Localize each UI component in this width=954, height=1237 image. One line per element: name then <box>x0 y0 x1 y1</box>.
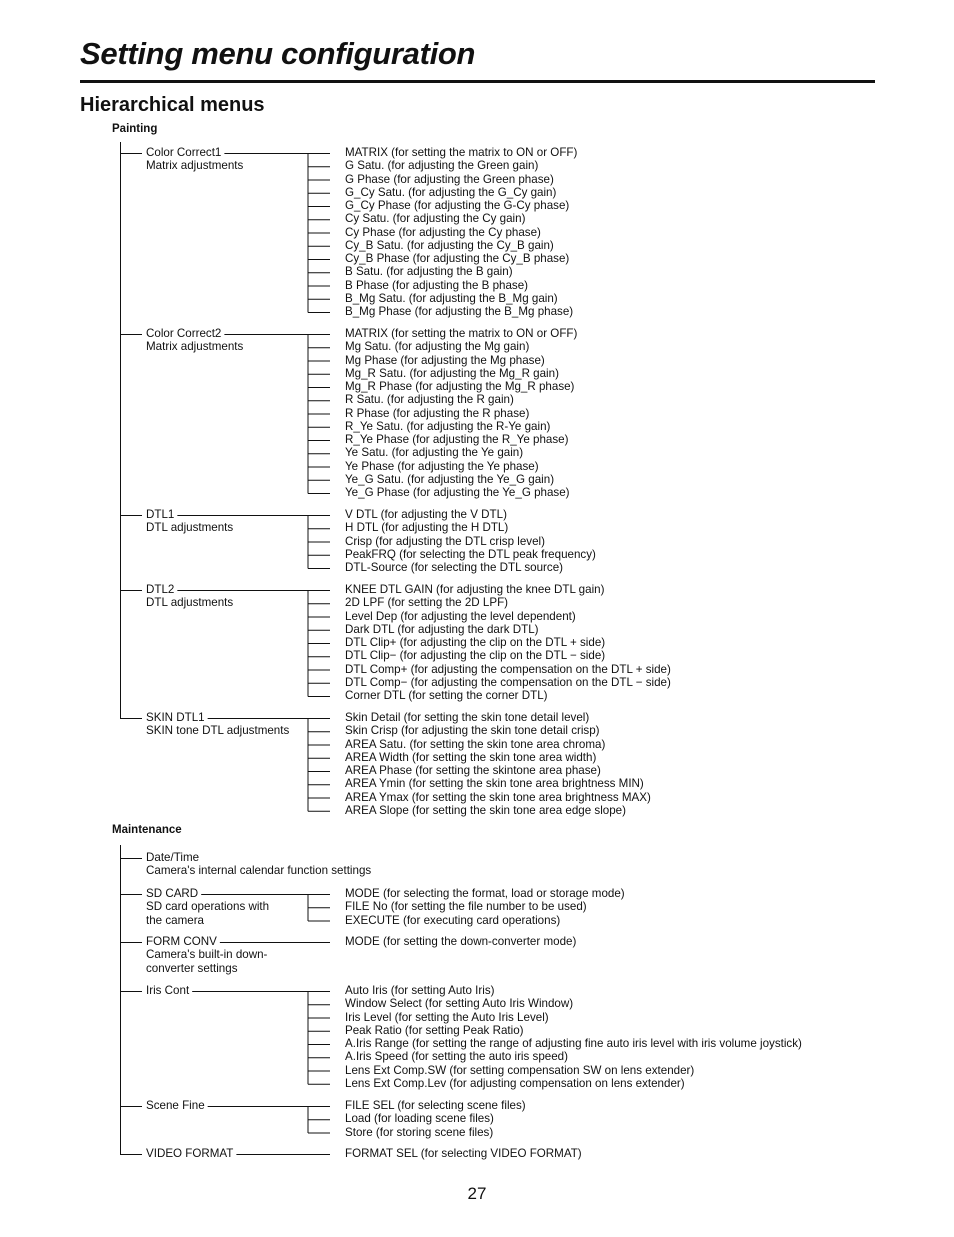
menu-node-label: FORM CONV <box>146 935 217 948</box>
menu-node-label: VIDEO FORMAT <box>146 1147 234 1160</box>
menu-node-label: Date/Time <box>146 851 200 864</box>
menu-node-description: DTL adjustments <box>146 596 234 610</box>
menu-node-description: SKIN tone DTL adjustments <box>146 724 290 738</box>
submenu-item: Cy Phase (for adjusting the Cy phase) <box>345 225 541 239</box>
submenu-item: Auto Iris (for setting Auto Iris) <box>345 984 495 997</box>
submenu-item: DTL-Source (for selecting the DTL source) <box>345 561 563 574</box>
submenu-item: A.Iris Speed (for setting the auto iris speed) <box>345 1050 568 1064</box>
submenu-item: DTL Comp− (for adjusting the compensation on the DTL − side) <box>345 675 671 689</box>
menu-node-description: Matrix adjustments <box>146 159 244 173</box>
submenu-item: Cy_B Phase (for adjusting the Cy_B phase) <box>345 252 570 265</box>
submenu-item: MODE (for selecting the format, load or storage mode) <box>345 887 625 900</box>
submenu-item: MATRIX (for setting the matrix to ON or OFF) <box>345 146 578 159</box>
submenu-item: FORMAT SEL (for selecting VIDEO FORMAT) <box>345 1147 582 1160</box>
submenu-item: Level Dep (for adjusting the level dependent) <box>345 609 576 623</box>
submenu-item: Ye Phase (for adjusting the Ye phase) <box>345 459 539 473</box>
submenu-item: 2D LPF (for setting the 2D LPF) <box>345 596 509 610</box>
submenu-item: A.Iris Range (for setting the range of adjusting fine auto iris level with iris volume joystick) <box>345 1037 802 1050</box>
submenu-item: AREA Ymin (for setting the skin tone area brightness MIN) <box>345 777 644 791</box>
submenu-item: DTL Clip− (for adjusting the clip on the DTL − side) <box>345 649 606 663</box>
submenu-item: Cy Satu. (for adjusting the Cy gain) <box>345 212 526 226</box>
submenu-item: H DTL (for adjusting the H DTL) <box>345 521 509 535</box>
submenu-item: B Satu. (for adjusting the B gain) <box>345 265 513 279</box>
menu-node-label: Color Correct1 <box>146 146 222 159</box>
submenu-item: Iris Level (for setting the Auto Iris Level) <box>345 1010 549 1024</box>
submenu-item: Skin Detail (for setting the skin tone detail level) <box>345 711 590 724</box>
menu-node-label: SD CARD <box>146 887 199 900</box>
submenu-item: B Phase (for adjusting the B phase) <box>345 278 529 292</box>
submenu-item: AREA Satu. (for setting the skin tone area chroma) <box>345 737 606 751</box>
submenu-item: Cy_B Satu. (for adjusting the Cy_B gain) <box>345 238 554 252</box>
submenu-item: FILE SEL (for selecting scene files) <box>345 1099 526 1112</box>
submenu-item: Lens Ext Comp.SW (for setting compensation SW on lens extender) <box>345 1063 695 1077</box>
submenu-item: B_Mg Satu. (for adjusting the B_Mg gain) <box>345 291 558 305</box>
submenu-item: Dark DTL (for adjusting the dark DTL) <box>345 622 539 636</box>
submenu-item: Window Select (for setting Auto Iris Window) <box>345 997 574 1011</box>
submenu-item: Skin Crisp (for adjusting the skin tone detail crisp) <box>345 724 600 738</box>
page-title: Setting menu configuration <box>80 36 476 71</box>
menu-node-description: the camera <box>146 913 204 927</box>
submenu-item: R Satu. (for adjusting the R gain) <box>345 393 514 407</box>
submenu-item: AREA Slope (for setting the skin tone area edge slope) <box>345 803 626 817</box>
submenu-item: R_Ye Satu. (for adjusting the R-Ye gain) <box>345 419 551 433</box>
section-heading: Hierarchical menus <box>80 94 265 116</box>
submenu-item: G Phase (for adjusting the Green phase) <box>345 172 554 186</box>
menu-node-description: SD card operations with <box>146 900 270 914</box>
menu-node-label: Color Correct2 <box>146 327 222 340</box>
submenu-item: Ye_G Satu. (for adjusting the Ye_G gain) <box>345 472 555 486</box>
submenu-item: G Satu. (for adjusting the Green gain) <box>345 159 539 173</box>
submenu-item: Ye_G Phase (for adjusting the Ye_G phase) <box>345 486 570 499</box>
submenu-item: Corner DTL (for setting the corner DTL) <box>345 689 548 702</box>
menu-node-label: Scene Fine <box>146 1099 205 1112</box>
submenu-item: G_Cy Satu. (for adjusting the G_Cy gain) <box>345 185 557 199</box>
submenu-item: MATRIX (for setting the matrix to ON or OFF) <box>345 327 578 340</box>
submenu-item: AREA Ymax (for setting the skin tone area brightness MAX) <box>345 790 651 804</box>
submenu-item: B_Mg Phase (for adjusting the B_Mg phase) <box>345 305 574 318</box>
submenu-item: Mg_R Satu. (for adjusting the Mg_R gain) <box>345 366 559 380</box>
submenu-item: MODE (for setting the down-converter mode) <box>345 935 577 948</box>
submenu-item: PeakFRQ (for selecting the DTL peak frequency) <box>345 547 596 561</box>
submenu-item: Mg_R Phase (for adjusting the Mg_R phase) <box>345 380 575 393</box>
submenu-item: Store (for storing scene files) <box>345 1125 494 1139</box>
menu-node-label: Iris Cont <box>146 984 190 997</box>
menu-node-label: SKIN DTL1 <box>146 711 205 724</box>
menu-node-description: Camera's built-in down- <box>146 948 268 962</box>
group-label: Painting <box>112 123 158 135</box>
submenu-item: Crisp (for adjusting the DTL crisp level) <box>345 534 545 548</box>
menu-node-label: DTL1 <box>146 508 175 521</box>
submenu-item: Mg Phase (for adjusting the Mg phase) <box>345 353 545 367</box>
submenu-item: Peak Ratio (for setting Peak Ratio) <box>345 1023 524 1037</box>
page-number: 27 <box>467 1184 487 1203</box>
submenu-item: G_Cy Phase (for adjusting the G-Cy phase) <box>345 199 570 212</box>
menu-node-label: DTL2 <box>146 583 175 596</box>
menu-node-description: Camera's internal calendar function settings <box>146 864 372 878</box>
menu-node-description: Matrix adjustments <box>146 340 244 354</box>
submenu-item: Ye Satu. (for adjusting the Ye gain) <box>345 446 524 460</box>
submenu-item: EXECUTE (for executing card operations) <box>345 913 561 927</box>
menu-node-description: DTL adjustments <box>146 521 234 535</box>
submenu-item: KNEE DTL GAIN (for adjusting the knee DTL gain) <box>345 583 605 596</box>
submenu-item: FILE No (for setting the file number to be used) <box>345 900 587 914</box>
submenu-item: V DTL (for adjusting the V DTL) <box>345 508 507 521</box>
submenu-item: R_Ye Phase (for adjusting the R_Ye phase) <box>345 433 569 446</box>
submenu-item: R Phase (for adjusting the R phase) <box>345 406 530 420</box>
submenu-item: AREA Width (for setting the skin tone area width) <box>345 750 597 764</box>
submenu-item: Mg Satu. (for adjusting the Mg gain) <box>345 340 530 354</box>
submenu-item: Load (for loading scene files) <box>345 1112 494 1126</box>
group-label: Maintenance <box>112 824 182 836</box>
submenu-item: DTL Clip+ (for adjusting the clip on the DTL + side) <box>345 636 606 649</box>
menu-node-description: converter settings <box>146 961 238 975</box>
submenu-item: DTL Comp+ (for adjusting the compensation on the DTL + side) <box>345 662 671 676</box>
submenu-item: Lens Ext Comp.Lev (for adjusting compensation on lens extender) <box>345 1076 685 1090</box>
submenu-item: AREA Phase (for setting the skintone area phase) <box>345 764 601 777</box>
